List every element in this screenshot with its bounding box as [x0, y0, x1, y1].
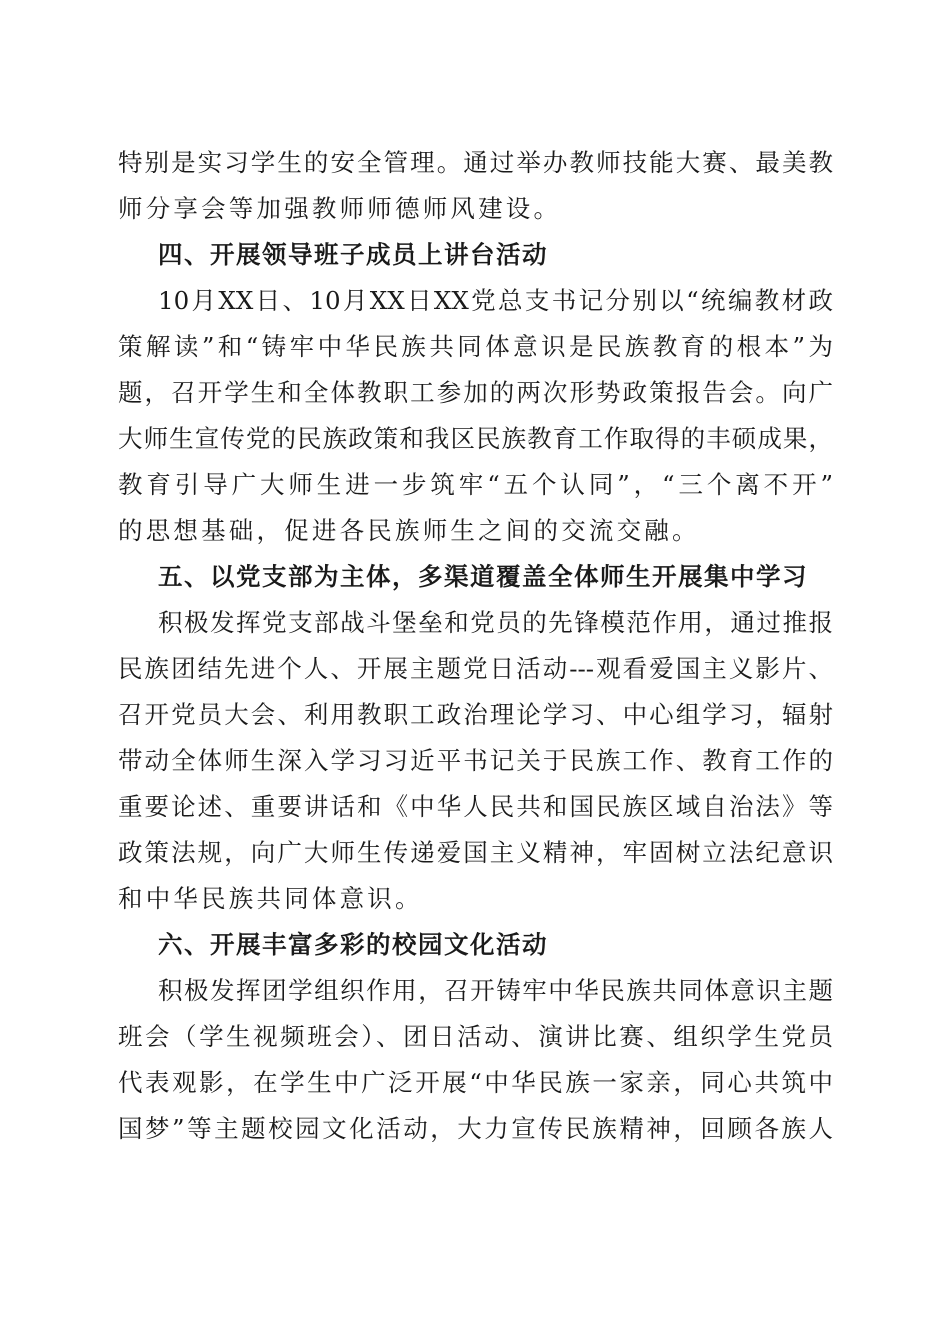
text-line: 策解读”和“铸牢中华民族共同体意识是民族教育的根本”为 — [118, 332, 833, 361]
text-line: 师分享会等加强教师师德师风建设。 — [118, 194, 562, 223]
text-line: 特别是实习学生的安全管理。通过举办教师技能大赛、最美教 — [118, 148, 833, 177]
paragraph-line — [118, 876, 833, 922]
section-heading-5: 五、以党支部为主体，多渠道覆盖全体师生开展集中学习 — [158, 562, 808, 591]
paragraph-line — [118, 186, 833, 232]
paragraph-line — [118, 1014, 833, 1060]
text-line: 民族团结先进个人、开展主题党日活动---观看爱国主义影片、 — [118, 654, 833, 683]
paragraph-line — [118, 738, 833, 784]
paragraph-line — [118, 416, 833, 462]
text-line: 教育引导广大师生进一步筑牢“五个认同”，“三个离不开” — [118, 470, 833, 499]
paragraph-line — [118, 968, 833, 1014]
document-body — [118, 140, 833, 1152]
section-heading-6: 六、开展丰富多彩的校园文化活动 — [158, 930, 548, 959]
paragraph-line — [118, 278, 833, 324]
paragraph-line — [118, 784, 833, 830]
paragraph-line — [118, 1106, 833, 1152]
section-heading-4: 四、开展领导班子成员上讲台活动 — [158, 240, 548, 269]
text-line: 积极发挥党支部战斗堡垒和党员的先锋模范作用，通过推报 — [158, 608, 833, 637]
paragraph-line — [118, 692, 833, 738]
paragraph-line — [118, 370, 833, 416]
text-line: 代表观影，在学生中广泛开展“中华民族一家亲，同心共筑中 — [118, 1068, 833, 1097]
paragraph-line — [118, 462, 833, 508]
text-line: 国梦”等主题校园文化活动，大力宣传民族精神，回顾各族人 — [118, 1114, 833, 1143]
paragraph-line — [118, 324, 833, 370]
paragraph-line — [118, 600, 833, 646]
text-line: 的思想基础，促进各民族师生之间的交流交融。 — [118, 516, 700, 545]
text-line: 和中华民族共同体意识。 — [118, 884, 423, 913]
paragraph-line — [118, 140, 833, 186]
paragraph-line — [118, 646, 833, 692]
text-line: 题，召开学生和全体教职工参加的两次形势政策报告会。向广 — [118, 378, 833, 407]
paragraph-line — [118, 830, 833, 876]
text-line: 带动全体师生深入学习习近平书记关于民族工作、教育工作的 — [118, 746, 833, 775]
text-line: 大师生宣传党的民族政策和我区民族教育工作取得的丰硕成果， — [118, 424, 833, 453]
text-line: 班会（学生视频班会）、团日活动、演讲比赛、组织学生党员 — [118, 1022, 833, 1051]
text-line: 10月XX日、10月XX日XX党总支书记分别以“统编教材政 — [158, 286, 833, 315]
text-line: 积极发挥团学组织作用，召开铸牢中华民族共同体意识主题 — [158, 976, 833, 1005]
text-line: 重要论述、重要讲话和《中华人民共和国民族区域自治法》等 — [118, 792, 833, 821]
text-line: 召开党员大会、利用教职工政治理论学习、中心组学习，辐射 — [118, 700, 833, 729]
paragraph-line — [118, 1060, 833, 1106]
text-line: 政策法规，向广大师生传递爱国主义精神，牢固树立法纪意识 — [118, 838, 833, 867]
paragraph-line — [118, 508, 833, 554]
